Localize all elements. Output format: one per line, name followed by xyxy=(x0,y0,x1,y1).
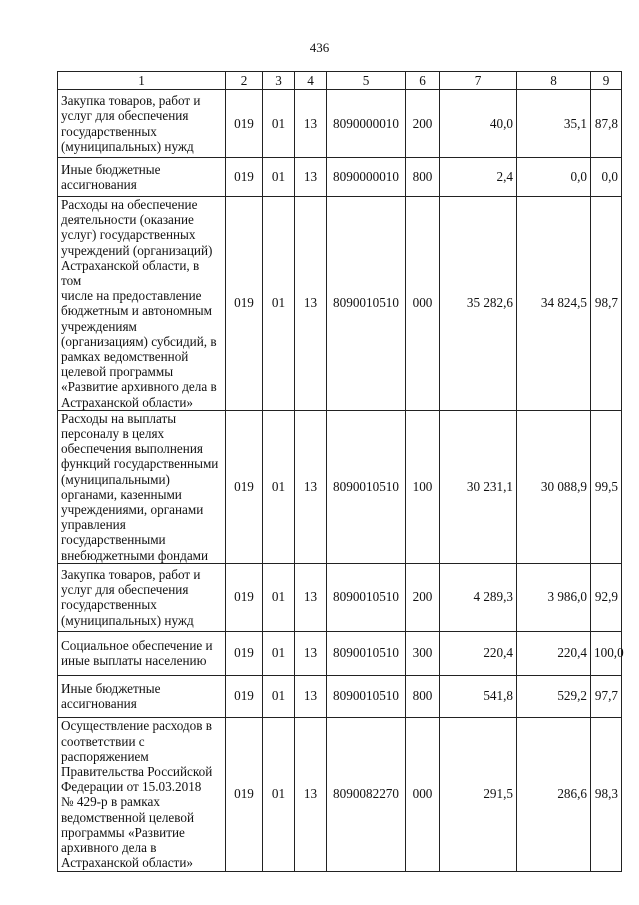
cell-percent: 98,7 xyxy=(591,197,622,411)
cell-target-article: 8090010510 xyxy=(327,675,406,717)
table-row xyxy=(58,158,622,197)
cell-percent: 97,7 xyxy=(591,675,622,717)
row-description: Закупка товаров, работ и услуг для обеспечения государственных (муниципальных) нужд xyxy=(58,90,226,158)
cell-subsection: 13 xyxy=(295,90,327,158)
cell-expense-type: 200 xyxy=(406,90,440,158)
cell-target-article: 8090010510 xyxy=(327,631,406,675)
cell-planned: 40,0 xyxy=(440,90,517,158)
cell-percent: 100,0 xyxy=(591,631,622,675)
cell-percent: 98,3 xyxy=(591,717,622,871)
cell-actual: 0,0 xyxy=(517,158,591,197)
cell-ministry-code: 019 xyxy=(226,717,263,871)
cell-ministry-code: 019 xyxy=(226,410,263,563)
cell-section: 01 xyxy=(263,410,295,563)
cell-target-article: 8090010510 xyxy=(327,410,406,563)
header-cell: 3 xyxy=(263,72,295,90)
header-cell: 2 xyxy=(226,72,263,90)
table-row xyxy=(58,197,622,411)
table-row xyxy=(58,90,622,158)
cell-subsection: 13 xyxy=(295,197,327,411)
cell-ministry-code: 019 xyxy=(226,158,263,197)
header-cell: 7 xyxy=(440,72,517,90)
budget-table xyxy=(57,71,622,872)
cell-planned: 35 282,6 xyxy=(440,197,517,411)
cell-ministry-code: 019 xyxy=(226,90,263,158)
cell-expense-type: 300 xyxy=(406,631,440,675)
cell-planned: 541,8 xyxy=(440,675,517,717)
table-row xyxy=(58,410,622,563)
row-description: Иные бюджетные ассигнования xyxy=(58,675,226,717)
cell-subsection: 13 xyxy=(295,563,327,631)
cell-actual: 34 824,5 xyxy=(517,197,591,411)
cell-planned: 30 231,1 xyxy=(440,410,517,563)
cell-target-article: 8090082270 xyxy=(327,717,406,871)
cell-section: 01 xyxy=(263,631,295,675)
cell-subsection: 13 xyxy=(295,675,327,717)
header-cell: 6 xyxy=(406,72,440,90)
cell-target-article: 8090000010 xyxy=(327,158,406,197)
cell-subsection: 13 xyxy=(295,717,327,871)
cell-section: 01 xyxy=(263,90,295,158)
row-description: Осуществление расходов в соответствии с распоряжением Правительства Российской Федерации от 15.03.2018 № 429-р в рамках ведомственной целевой программы «Развитие архивного дела в Астраханской области» xyxy=(58,717,226,871)
row-description: Расходы на обеспечение деятельности (оказание услуг) государственных учреждений (организаций) Астраханской области, в том числе на предоставление бюджетным и автономным учреждениям (организациям) субсидий, в рамках ведомственной целевой программы «Развитие архивного дела в Астраханской области» xyxy=(58,197,226,411)
cell-actual: 286,6 xyxy=(517,717,591,871)
cell-planned: 2,4 xyxy=(440,158,517,197)
header-cell: 8 xyxy=(517,72,591,90)
cell-expense-type: 000 xyxy=(406,717,440,871)
row-description: Закупка товаров, работ и услуг для обеспечения государственных (муниципальных) нужд xyxy=(58,563,226,631)
cell-section: 01 xyxy=(263,563,295,631)
cell-actual: 220,4 xyxy=(517,631,591,675)
cell-subsection: 13 xyxy=(295,631,327,675)
cell-target-article: 8090010510 xyxy=(327,197,406,411)
cell-actual: 35,1 xyxy=(517,90,591,158)
cell-actual: 3 986,0 xyxy=(517,563,591,631)
cell-percent: 87,8 xyxy=(591,90,622,158)
cell-expense-type: 000 xyxy=(406,197,440,411)
header-cell: 4 xyxy=(295,72,327,90)
cell-section: 01 xyxy=(263,675,295,717)
row-description: Социальное обеспечение и иные выплаты населению xyxy=(58,631,226,675)
cell-planned: 4 289,3 xyxy=(440,563,517,631)
cell-planned: 220,4 xyxy=(440,631,517,675)
cell-subsection: 13 xyxy=(295,158,327,197)
cell-subsection: 13 xyxy=(295,410,327,563)
cell-section: 01 xyxy=(263,717,295,871)
cell-percent: 0,0 xyxy=(591,158,622,197)
cell-ministry-code: 019 xyxy=(226,197,263,411)
cell-target-article: 8090010510 xyxy=(327,563,406,631)
cell-section: 01 xyxy=(263,197,295,411)
cell-target-article: 8090000010 xyxy=(327,90,406,158)
header-cell: 5 xyxy=(327,72,406,90)
cell-section: 01 xyxy=(263,158,295,197)
cell-ministry-code: 019 xyxy=(226,675,263,717)
cell-percent: 92,9 xyxy=(591,563,622,631)
cell-percent: 99,5 xyxy=(591,410,622,563)
cell-expense-type: 100 xyxy=(406,410,440,563)
cell-expense-type: 800 xyxy=(406,675,440,717)
row-description: Иные бюджетные ассигнования xyxy=(58,158,226,197)
cell-expense-type: 200 xyxy=(406,563,440,631)
cell-actual: 30 088,9 xyxy=(517,410,591,563)
table-row xyxy=(58,717,622,871)
row-description: Расходы на выплаты персоналу в целях обеспечения выполнения функций государственными (муниципальными) органами, казенными учреждениями, органами управления государственными внебюджетными фондами xyxy=(58,410,226,563)
cell-planned: 291,5 xyxy=(440,717,517,871)
cell-expense-type: 800 xyxy=(406,158,440,197)
cell-ministry-code: 019 xyxy=(226,563,263,631)
header-cell: 1 xyxy=(58,72,226,90)
table-row xyxy=(58,675,622,717)
cell-actual: 529,2 xyxy=(517,675,591,717)
table-row xyxy=(58,631,622,675)
header-cell: 9 xyxy=(591,72,622,90)
page-number: 436 xyxy=(309,40,330,55)
cell-ministry-code: 019 xyxy=(226,631,263,675)
table-row xyxy=(58,563,622,631)
header-row xyxy=(58,72,622,90)
